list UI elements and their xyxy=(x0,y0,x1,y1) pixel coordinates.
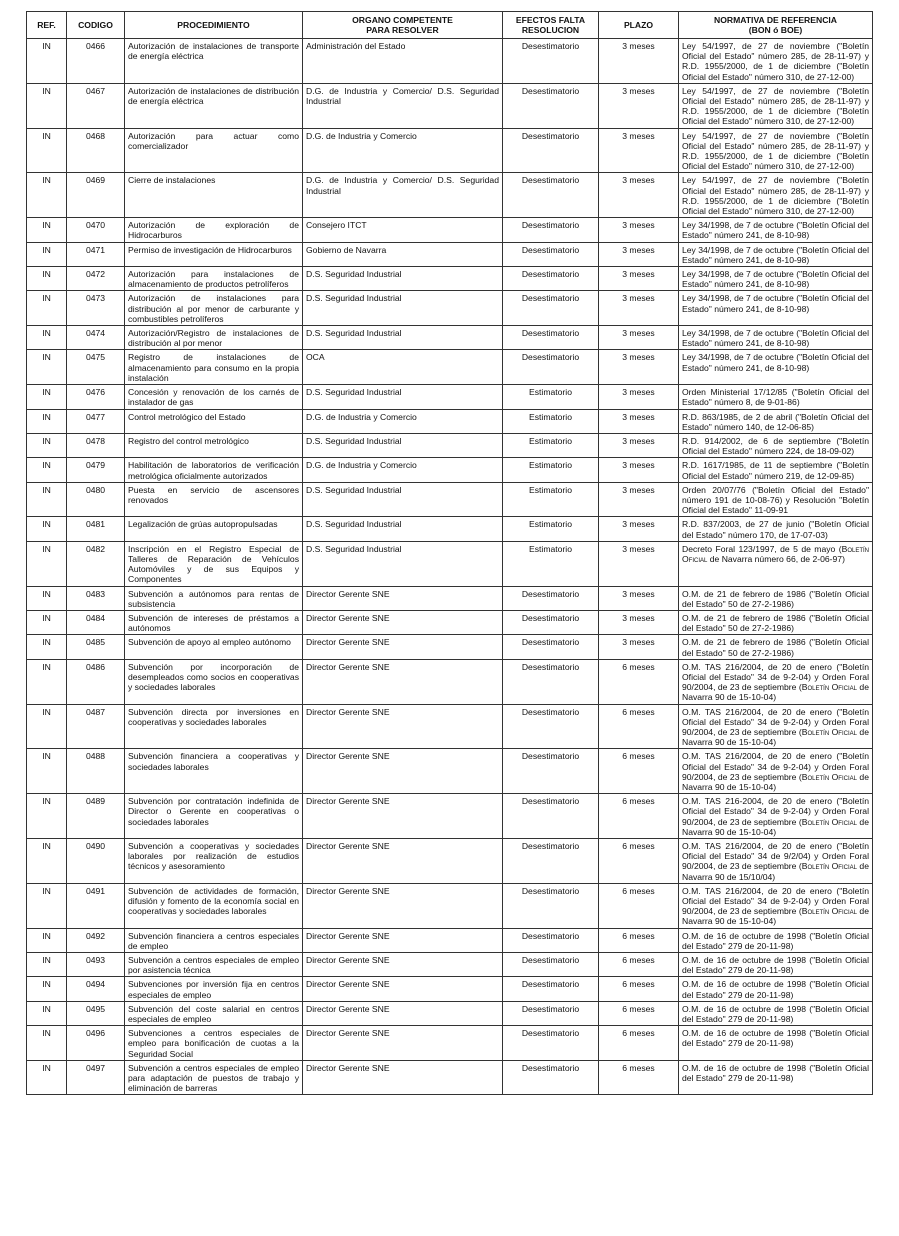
cell-organo: Consejero ITCT xyxy=(303,218,503,242)
cell-normativa: Ley 54/1997, de 27 de noviembre ("Boletín Oficial del Estado" número 285, de 28-11-97) y R.D. 1955/2000, de 1 de diciembre ("Boletín Oficial del Estado" número 310, de 27-12-00) xyxy=(679,173,873,218)
cell-procedimiento: Permiso de investigación de Hidrocarburos xyxy=(125,242,303,266)
cell-codigo: 0479 xyxy=(67,458,125,482)
cell-plazo: 3 meses xyxy=(599,291,679,326)
cell-organo: D.G. de Industria y Comercio xyxy=(303,458,503,482)
cell-normativa: R.D. 863/1985, de 2 de abril ("Boletín Oficial del Estado" número 140, de 12-06-85) xyxy=(679,409,873,433)
cell-plazo: 3 meses xyxy=(599,385,679,409)
cell-normativa: O.M. TAS 216/2004, de 20 de enero ("Boletín Oficial del Estado" 34 de 9-2-04) y Orden Foral 90/2004, de 23 de septiembre (Boletín Oficial de Navarra 90 de 15-10-04) xyxy=(679,883,873,928)
cell-ref: IN xyxy=(27,928,67,952)
cell-organo: Director Gerente SNE xyxy=(303,977,503,1001)
cell-ref: IN xyxy=(27,218,67,242)
cell-codigo: 0492 xyxy=(67,928,125,952)
cell-organo: D.S. Seguridad Industrial xyxy=(303,482,503,517)
cell-codigo: 0477 xyxy=(67,409,125,433)
cell-procedimiento: Subvenciones por inversión fija en centros especiales de empleo xyxy=(125,977,303,1001)
cell-procedimiento: Subvención del coste salarial en centros especiales de empleo xyxy=(125,1001,303,1025)
cell-procedimiento: Autorización/Registro de instalaciones de distribución al por menor xyxy=(125,326,303,350)
cell-efectos: Estimatorio xyxy=(503,385,599,409)
cell-procedimiento: Habilitación de laboratorios de verificación metrológica oficialmente autorizados xyxy=(125,458,303,482)
cell-normativa: R.D. 837/2003, de 27 de junio ("Boletín Oficial del Estado" número 170, de 17-07-03) xyxy=(679,517,873,541)
cell-organo: D.S. Seguridad Industrial xyxy=(303,541,503,586)
cell-codigo: 0478 xyxy=(67,433,125,457)
cell-ref: IN xyxy=(27,242,67,266)
cell-plazo: 3 meses xyxy=(599,173,679,218)
cell-normativa: Ley 34/1998, de 7 de octubre ("Boletín Oficial del Estado" número 241, de 8-10-98) xyxy=(679,291,873,326)
cell-procedimiento: Subvención financiera a centros especiales de empleo xyxy=(125,928,303,952)
table-row xyxy=(27,433,873,457)
table-row xyxy=(27,1001,873,1025)
cell-plazo: 6 meses xyxy=(599,794,679,839)
small-caps-reference: Boletín Oficial xyxy=(801,906,857,917)
cell-normativa: Ley 34/1998, de 7 de octubre ("Boletín Oficial del Estado" número 241, de 8-10-98) xyxy=(679,218,873,242)
table-row xyxy=(27,267,873,291)
cell-plazo: 6 meses xyxy=(599,953,679,977)
table-row xyxy=(27,635,873,659)
table-row xyxy=(27,409,873,433)
cell-procedimiento: Subvenciones a centros especiales de empleo para bonificación de cuotas a la Seguridad Social xyxy=(125,1026,303,1061)
cell-normativa: Ley 54/1997, de 27 de noviembre ("Boletín Oficial del Estado" número 285, de 28-11-97) y R.D. 1955/2000, de 1 de diciembre ("Boletín Oficial del Estado" número 310, de 27-12-00) xyxy=(679,39,873,84)
cell-organo: Director Gerente SNE xyxy=(303,928,503,952)
cell-plazo: 3 meses xyxy=(599,610,679,634)
cell-efectos: Desestimatorio xyxy=(503,953,599,977)
cell-organo: Gobierno de Navarra xyxy=(303,242,503,266)
cell-ref: IN xyxy=(27,83,67,128)
cell-organo: Director Gerente SNE xyxy=(303,635,503,659)
table-row xyxy=(27,928,873,952)
cell-organo: OCA xyxy=(303,350,503,385)
table-row xyxy=(27,218,873,242)
cell-procedimiento: Subvención por contratación indefinida de Director o Gerente en cooperativas o sociedades laborales xyxy=(125,794,303,839)
table-row xyxy=(27,659,873,704)
cell-efectos: Desestimatorio xyxy=(503,635,599,659)
cell-efectos: Desestimatorio xyxy=(503,267,599,291)
cell-procedimiento: Cierre de instalaciones xyxy=(125,173,303,218)
cell-ref: IN xyxy=(27,977,67,1001)
header-organo xyxy=(303,12,503,39)
table-row xyxy=(27,385,873,409)
cell-efectos: Desestimatorio xyxy=(503,610,599,634)
table-row xyxy=(27,749,873,794)
cell-codigo: 0490 xyxy=(67,839,125,884)
cell-procedimiento: Puesta en servicio de ascensores renovados xyxy=(125,482,303,517)
cell-ref: IN xyxy=(27,883,67,928)
cell-codigo: 0482 xyxy=(67,541,125,586)
small-caps-reference: Boletín Oficial xyxy=(801,682,857,693)
cell-efectos: Desestimatorio xyxy=(503,1060,599,1095)
table-row xyxy=(27,291,873,326)
cell-codigo: 0491 xyxy=(67,883,125,928)
cell-procedimiento: Control metrológico del Estado xyxy=(125,409,303,433)
header-normativa-line1: NORMATIVA DE REFERENCIA xyxy=(713,15,838,25)
cell-organo: D.S. Seguridad Industrial xyxy=(303,291,503,326)
cell-codigo: 0494 xyxy=(67,977,125,1001)
cell-normativa: O.M. de 21 de febrero de 1986 ("Boletín Oficial del Estado" 50 de 27-2-1986) xyxy=(679,610,873,634)
cell-normativa: R.D. 1617/1985, de 11 de septiembre ("Boletín Oficial del Estado" número 219, de 12-09-85) xyxy=(679,458,873,482)
cell-plazo: 3 meses xyxy=(599,517,679,541)
cell-organo: Director Gerente SNE xyxy=(303,883,503,928)
cell-efectos: Desestimatorio xyxy=(503,704,599,749)
header-efectos-line2: RESOLUCION xyxy=(521,25,580,35)
cell-efectos: Desestimatorio xyxy=(503,1026,599,1061)
table-row xyxy=(27,1060,873,1095)
table-body xyxy=(27,39,873,1095)
cell-plazo: 6 meses xyxy=(599,883,679,928)
cell-plazo: 3 meses xyxy=(599,242,679,266)
cell-normativa: Orden 20/07/76 ("Boletín Oficial del Estado" número 191 de 10-08-76) y Resolución "Boletín Oficial del Estado" 11-09-91 xyxy=(679,482,873,517)
cell-efectos: Desestimatorio xyxy=(503,173,599,218)
cell-normativa: Ley 34/1998, de 7 de octubre ("Boletín Oficial del Estado" número 241, de 8-10-98) xyxy=(679,242,873,266)
header-efectos xyxy=(503,12,599,39)
header-efectos-line1: EFECTOS FALTA xyxy=(515,15,586,25)
cell-ref: IN xyxy=(27,385,67,409)
cell-efectos: Desestimatorio xyxy=(503,1001,599,1025)
cell-procedimiento: Subvención de intereses de préstamos a autónomos xyxy=(125,610,303,634)
cell-normativa: O.M. de 21 de febrero de 1986 ("Boletín Oficial del Estado" 50 de 27-2-1986) xyxy=(679,586,873,610)
cell-codigo: 0497 xyxy=(67,1060,125,1095)
cell-plazo: 6 meses xyxy=(599,977,679,1001)
cell-organo: D.S. Seguridad Industrial xyxy=(303,326,503,350)
cell-efectos: Estimatorio xyxy=(503,482,599,517)
table-row xyxy=(27,242,873,266)
table-row xyxy=(27,1026,873,1061)
cell-efectos: Desestimatorio xyxy=(503,291,599,326)
cell-procedimiento: Autorización de exploración de Hidrocarburos xyxy=(125,218,303,242)
cell-plazo: 3 meses xyxy=(599,482,679,517)
cell-normativa: O.M. de 21 de febrero de 1986 ("Boletín Oficial del Estado" 50 de 27-2-1986) xyxy=(679,635,873,659)
cell-ref: IN xyxy=(27,39,67,84)
cell-codigo: 0496 xyxy=(67,1026,125,1061)
table-row xyxy=(27,704,873,749)
cell-codigo: 0470 xyxy=(67,218,125,242)
cell-codigo: 0480 xyxy=(67,482,125,517)
cell-efectos: Desestimatorio xyxy=(503,659,599,704)
cell-codigo: 0481 xyxy=(67,517,125,541)
cell-ref: IN xyxy=(27,409,67,433)
cell-procedimiento: Subvención a cooperativas y sociedades laborales por realización de estudios técnicos y asesoramiento xyxy=(125,839,303,884)
cell-codigo: 0487 xyxy=(67,704,125,749)
cell-organo: D.G. de Industria y Comercio xyxy=(303,128,503,173)
small-caps-reference: Boletín Oficial xyxy=(801,771,857,782)
cell-plazo: 6 meses xyxy=(599,659,679,704)
cell-efectos: Desestimatorio xyxy=(503,749,599,794)
cell-procedimiento: Inscripción en el Registro Especial de Talleres de Reparación de Vehículos Automóviles y de sus Equipos y Componentes xyxy=(125,541,303,586)
cell-normativa: R.D. 914/2002, de 6 de septiembre ("Boletín Oficial del Estado" número 224, de 18-09-02) xyxy=(679,433,873,457)
cell-plazo: 6 meses xyxy=(599,749,679,794)
cell-organo: Director Gerente SNE xyxy=(303,953,503,977)
cell-ref: IN xyxy=(27,1001,67,1025)
cell-codigo: 0472 xyxy=(67,267,125,291)
cell-efectos: Desestimatorio xyxy=(503,794,599,839)
cell-organo: D.G. de Industria y Comercio xyxy=(303,409,503,433)
cell-efectos: Estimatorio xyxy=(503,458,599,482)
cell-ref: IN xyxy=(27,953,67,977)
cell-efectos: Desestimatorio xyxy=(503,586,599,610)
cell-ref: IN xyxy=(27,635,67,659)
cell-efectos: Desestimatorio xyxy=(503,83,599,128)
header-normativa xyxy=(679,12,873,39)
small-caps-reference: Boletín Oficial xyxy=(801,861,857,872)
cell-efectos: Desestimatorio xyxy=(503,839,599,884)
table-row xyxy=(27,458,873,482)
cell-ref: IN xyxy=(27,458,67,482)
cell-ref: IN xyxy=(27,433,67,457)
cell-codigo: 0466 xyxy=(67,39,125,84)
cell-procedimiento: Subvención a centros especiales de empleo por asistencia técnica xyxy=(125,953,303,977)
cell-ref: IN xyxy=(27,173,67,218)
table-row xyxy=(27,794,873,839)
cell-procedimiento: Autorización para instalaciones de almacenamiento de productos petrolíferos xyxy=(125,267,303,291)
cell-organo: Director Gerente SNE xyxy=(303,1060,503,1095)
cell-procedimiento: Legalización de grúas autopropulsadas xyxy=(125,517,303,541)
cell-codigo: 0473 xyxy=(67,291,125,326)
cell-plazo: 3 meses xyxy=(599,433,679,457)
cell-ref: IN xyxy=(27,128,67,173)
cell-normativa: O.M. de 16 de octubre de 1998 ("Boletín Oficial del Estado" 279 de 20-11-98) xyxy=(679,1026,873,1061)
cell-organo: Director Gerente SNE xyxy=(303,610,503,634)
cell-codigo: 0468 xyxy=(67,128,125,173)
table-row xyxy=(27,83,873,128)
cell-ref: IN xyxy=(27,267,67,291)
cell-plazo: 6 meses xyxy=(599,704,679,749)
cell-procedimiento: Registro de instalaciones de almacenamiento para consumo en la propia instalación xyxy=(125,350,303,385)
cell-procedimiento: Subvención de apoyo al empleo autónomo xyxy=(125,635,303,659)
cell-efectos: Desestimatorio xyxy=(503,883,599,928)
cell-efectos: Desestimatorio xyxy=(503,326,599,350)
table-header xyxy=(27,12,873,39)
cell-normativa: O.M. TAS 216/2004, de 20 de enero ("Boletín Oficial del Estado" 34 de 9-2-04) y Orden Foral 90/2004, de 23 de septiembre (Boletín Oficial de Navarra 90 de 15-10-04) xyxy=(679,749,873,794)
cell-efectos: Desestimatorio xyxy=(503,350,599,385)
header-organo-line1: ORGANO COMPETENTE xyxy=(352,15,453,25)
header-plazo: PLAZO xyxy=(599,12,679,39)
cell-procedimiento: Subvención directa por inversiones en cooperativas y sociedades laborales xyxy=(125,704,303,749)
header-normativa-line2: (BON ó BOE) xyxy=(748,25,803,35)
cell-efectos: Desestimatorio xyxy=(503,928,599,952)
cell-normativa: O.M. de 16 de octubre de 1998 ("Boletín Oficial del Estado" 279 de 20-11-98) xyxy=(679,1001,873,1025)
cell-procedimiento: Subvención de actividades de formación, difusión y fomento de la economía social en cooperativas y sociedades laborales xyxy=(125,883,303,928)
cell-normativa: Ley 54/1997, de 27 de noviembre ("Boletín Oficial del Estado" número 285, de 28-11-97) y R.D. 1955/2000, de 1 de diciembre ("Boletín Oficial del Estado" número 310, de 27-12-00) xyxy=(679,83,873,128)
cell-normativa: O.M. de 16 de octubre de 1998 ("Boletín Oficial del Estado" 279 de 20-11-98) xyxy=(679,977,873,1001)
procedures-table xyxy=(26,11,873,1095)
cell-efectos: Desestimatorio xyxy=(503,977,599,1001)
cell-codigo: 0483 xyxy=(67,586,125,610)
header-organo-line2: PARA RESOLVER xyxy=(366,25,439,35)
cell-plazo: 3 meses xyxy=(599,267,679,291)
cell-organo: Director Gerente SNE xyxy=(303,586,503,610)
cell-codigo: 0495 xyxy=(67,1001,125,1025)
small-caps-reference: Boletín Oficial xyxy=(801,816,857,827)
cell-ref: IN xyxy=(27,517,67,541)
cell-normativa: O.M. TAS 216/2004, de 20 de enero ("Boletín Oficial del Estado" 34 de 9/2/04) y Orden Foral 90/2004, de 23 de septiembre (Boletín Oficial de Navarra 90 de 15/10/04) xyxy=(679,839,873,884)
cell-normativa: O.M. de 16 de octubre de 1998 ("Boletín Oficial del Estado" 279 de 20-11-98) xyxy=(679,953,873,977)
cell-ref: IN xyxy=(27,326,67,350)
cell-procedimiento: Subvención a autónomos para rentas de subsistencia xyxy=(125,586,303,610)
cell-efectos: Estimatorio xyxy=(503,409,599,433)
cell-normativa: Orden Ministerial 17/12/85 ("Boletín Oficial del Estado" número 8, de 9-01-86) xyxy=(679,385,873,409)
cell-ref: IN xyxy=(27,541,67,586)
cell-organo: Director Gerente SNE xyxy=(303,794,503,839)
cell-organo: D.G. de Industria y Comercio/ D.S. Seguridad Industrial xyxy=(303,173,503,218)
cell-organo: D.G. de Industria y Comercio/ D.S. Seguridad Industrial xyxy=(303,83,503,128)
cell-plazo: 3 meses xyxy=(599,409,679,433)
table-row xyxy=(27,482,873,517)
cell-normativa: Ley 34/1998, de 7 de octubre ("Boletín Oficial del Estado" número 241, de 8-10-98) xyxy=(679,350,873,385)
cell-efectos: Desestimatorio xyxy=(503,128,599,173)
cell-ref: IN xyxy=(27,794,67,839)
cell-procedimiento: Registro del control metrológico xyxy=(125,433,303,457)
cell-plazo: 3 meses xyxy=(599,83,679,128)
table-row xyxy=(27,128,873,173)
cell-codigo: 0486 xyxy=(67,659,125,704)
cell-efectos: Desestimatorio xyxy=(503,39,599,84)
cell-plazo: 3 meses xyxy=(599,326,679,350)
cell-codigo: 0485 xyxy=(67,635,125,659)
cell-ref: IN xyxy=(27,704,67,749)
cell-organo: Director Gerente SNE xyxy=(303,839,503,884)
cell-ref: IN xyxy=(27,659,67,704)
cell-procedimiento: Autorización de instalaciones para distribución al por menor de carburante y combustibles petrolíferos xyxy=(125,291,303,326)
table-row xyxy=(27,586,873,610)
cell-ref: IN xyxy=(27,1026,67,1061)
cell-normativa: O.M. de 16 de octubre de 1998 ("Boletín Oficial del Estado" 279 de 20-11-98) xyxy=(679,928,873,952)
cell-codigo: 0471 xyxy=(67,242,125,266)
cell-procedimiento: Subvención a centros especiales de empleo para adaptación de puestos de trabajo y eliminación de barreras xyxy=(125,1060,303,1095)
table-row xyxy=(27,883,873,928)
cell-codigo: 0467 xyxy=(67,83,125,128)
cell-plazo: 3 meses xyxy=(599,635,679,659)
cell-plazo: 6 meses xyxy=(599,1001,679,1025)
table-row xyxy=(27,517,873,541)
cell-organo: Director Gerente SNE xyxy=(303,1001,503,1025)
cell-efectos: Estimatorio xyxy=(503,517,599,541)
cell-ref: IN xyxy=(27,586,67,610)
cell-organo: Director Gerente SNE xyxy=(303,704,503,749)
cell-normativa: Decreto Foral 123/1997, de 5 de mayo (Boletín Oficial de Navarra número 66, de 2-06-97) xyxy=(679,541,873,586)
cell-efectos: Estimatorio xyxy=(503,541,599,586)
table-row xyxy=(27,326,873,350)
cell-procedimiento: Autorización para actuar como comercializador xyxy=(125,128,303,173)
cell-ref: IN xyxy=(27,749,67,794)
cell-codigo: 0489 xyxy=(67,794,125,839)
table-row xyxy=(27,839,873,884)
cell-normativa: Ley 34/1998, de 7 de octubre ("Boletín Oficial del Estado" número 241, de 8-10-98) xyxy=(679,326,873,350)
cell-ref: IN xyxy=(27,610,67,634)
cell-plazo: 6 meses xyxy=(599,1026,679,1061)
cell-procedimiento: Subvención financiera a cooperativas y sociedades laborales xyxy=(125,749,303,794)
cell-efectos: Desestimatorio xyxy=(503,218,599,242)
cell-normativa: Ley 54/1997, de 27 de noviembre ("Boletín Oficial del Estado" número 285, de 28-11-97) y R.D. 1955/2000, de 1 de diciembre ("Boletín Oficial del Estado" número 310, de 27-12-00) xyxy=(679,128,873,173)
cell-organo: Director Gerente SNE xyxy=(303,1026,503,1061)
cell-ref: IN xyxy=(27,1060,67,1095)
cell-ref: IN xyxy=(27,482,67,517)
header-codigo: CODIGO xyxy=(67,12,125,39)
cell-plazo: 3 meses xyxy=(599,218,679,242)
cell-normativa: O.M. TAS 216/2004, de 20 de enero ("Boletín Oficial del Estado" 34 de 9-2-04) y Orden Foral 90/2004, de 23 de septiembre (Boletín Oficial de Navarra 90 de 15-10-04) xyxy=(679,659,873,704)
cell-organo: D.S. Seguridad Industrial xyxy=(303,267,503,291)
table-row xyxy=(27,350,873,385)
cell-ref: IN xyxy=(27,839,67,884)
cell-normativa: O.M. TAS 216/2004, de 20 de enero ("Boletín Oficial del Estado" 34 de 9-2-04) y Orden Foral 90/2004, de 23 de septiembre (Boletín Oficial de Navarra 90 de 15-10-04) xyxy=(679,704,873,749)
small-caps-reference: Boletín Oficial xyxy=(682,543,869,564)
cell-procedimiento: Autorización de instalaciones de distribución de energía eléctrica xyxy=(125,83,303,128)
cell-normativa: O.M. TAS 216-2004, de 20 de enero ("Boletín Oficial del Estado" 34 de 9-2-04) y Orden Foral 90/2004, de 23 de septiembre (Boletín Oficial de Navarra 90 de 15-10-04) xyxy=(679,794,873,839)
cell-normativa: Ley 34/1998, de 7 de octubre ("Boletín Oficial del Estado" número 241, de 8-10-98) xyxy=(679,267,873,291)
cell-procedimiento: Concesión y renovación de los carnés de instalador de gas xyxy=(125,385,303,409)
cell-plazo: 3 meses xyxy=(599,128,679,173)
cell-codigo: 0475 xyxy=(67,350,125,385)
cell-plazo: 6 meses xyxy=(599,928,679,952)
cell-efectos: Estimatorio xyxy=(503,433,599,457)
cell-organo: D.S. Seguridad Industrial xyxy=(303,385,503,409)
cell-organo: Director Gerente SNE xyxy=(303,749,503,794)
cell-codigo: 0484 xyxy=(67,610,125,634)
table-row xyxy=(27,977,873,1001)
cell-plazo: 3 meses xyxy=(599,458,679,482)
table-row xyxy=(27,610,873,634)
cell-codigo: 0476 xyxy=(67,385,125,409)
cell-plazo: 3 meses xyxy=(599,350,679,385)
cell-procedimiento: Autorización de instalaciones de transporte de energía eléctrica xyxy=(125,39,303,84)
table-row xyxy=(27,953,873,977)
cell-organo: D.S. Seguridad Industrial xyxy=(303,433,503,457)
cell-plazo: 3 meses xyxy=(599,586,679,610)
cell-ref: IN xyxy=(27,291,67,326)
cell-procedimiento: Subvención por incorporación de desempleados como socios en cooperativas y sociedades laborales xyxy=(125,659,303,704)
cell-efectos: Desestimatorio xyxy=(503,242,599,266)
small-caps-reference: Boletín Oficial xyxy=(801,726,857,737)
cell-organo: Administración del Estado xyxy=(303,39,503,84)
cell-ref: IN xyxy=(27,350,67,385)
cell-codigo: 0488 xyxy=(67,749,125,794)
header-ref: REF. xyxy=(27,12,67,39)
cell-organo: Director Gerente SNE xyxy=(303,659,503,704)
cell-normativa: O.M. de 16 de octubre de 1998 ("Boletín Oficial del Estado" 279 de 20-11-98) xyxy=(679,1060,873,1095)
header-procedimiento: PROCEDIMIENTO xyxy=(125,12,303,39)
cell-codigo: 0469 xyxy=(67,173,125,218)
cell-organo: D.S. Seguridad Industrial xyxy=(303,517,503,541)
table-row xyxy=(27,541,873,586)
cell-plazo: 3 meses xyxy=(599,541,679,586)
table-row xyxy=(27,173,873,218)
cell-codigo: 0493 xyxy=(67,953,125,977)
cell-plazo: 6 meses xyxy=(599,839,679,884)
cell-codigo: 0474 xyxy=(67,326,125,350)
cell-plazo: 3 meses xyxy=(599,39,679,84)
cell-plazo: 6 meses xyxy=(599,1060,679,1095)
table-row xyxy=(27,39,873,84)
